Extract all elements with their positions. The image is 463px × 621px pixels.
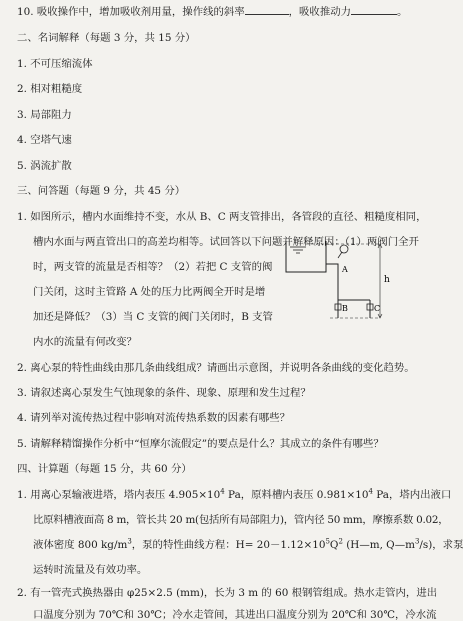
- text: Pa，塔内出液口: [372, 489, 452, 501]
- question-number: 10.: [17, 6, 34, 18]
- question-line: 4. 请列举对流传热过程中影响对流传热系数的因素有哪些？: [17, 412, 290, 424]
- question-10: [17, 3, 407, 18]
- pressure-gauge-icon: [340, 245, 348, 253]
- label-c: C: [374, 304, 381, 313]
- tank: [286, 241, 326, 272]
- question-line: 5. 请解释精馏操作分析中“恒摩尔流假定”的要点是什么？其成立的条件有哪些？: [17, 438, 384, 450]
- exponent: 4: [220, 487, 225, 496]
- question-line: [33, 536, 463, 551]
- question-line: 口温度分别为 70℃和 30℃；冷水走管间，其进出口温度分别为 20℃和 30℃，冷水流: [33, 609, 437, 621]
- term-item: 3. 局部阻力: [17, 109, 72, 121]
- exponent: 3: [414, 537, 420, 546]
- term-item: 2. 相对粗糙度: [17, 83, 83, 95]
- exponent: 4: [368, 487, 373, 496]
- answer-blank: [245, 5, 289, 15]
- main-pipe: [326, 264, 338, 300]
- text: /s)，求泵: [419, 539, 463, 551]
- label-b: B: [342, 304, 348, 313]
- text: Pa，原料槽内表压 0.981×10: [224, 489, 369, 501]
- question-text: ，吸收推动力: [288, 6, 351, 18]
- label-a: A: [342, 265, 348, 274]
- question-line: 门关闭，这时主管路 A 处的压力比两阀全开时是增: [33, 286, 266, 298]
- question-line: 2. 有一管壳式换热器由 φ25×2.5 (mm)，长为 3 m 的 60 根钢管组成。热水走管内，进出: [17, 587, 438, 599]
- term-item: 5. 涡流扩散: [17, 160, 72, 172]
- question-line: 比原料槽液面高 8 m，管长共 20 m(包括所有局部阻力)，管内径 50 mm，摩擦系数 0.02，: [33, 514, 449, 526]
- question-line: 3. 请叙述离心泵发生气蚀现象的条件、现象、原理和发生过程？: [17, 387, 311, 399]
- text: ，泵的特性曲线方程：H= 20－1.12×10: [131, 539, 326, 551]
- section-title: 二、名词解释（每题 3 分，共 15 分）: [17, 32, 196, 44]
- answer-blank: [351, 5, 397, 15]
- term-item: 4. 空塔气速: [17, 134, 72, 146]
- text: (H—m, Q—m: [342, 539, 415, 551]
- exponent: 2: [338, 537, 343, 546]
- question-text: 。: [397, 6, 408, 18]
- text: 1. 用离心泵输液进塔，塔内表压 4.905×10: [17, 489, 221, 501]
- term-item: 1. 不可压缩流体: [17, 58, 93, 70]
- tank-pipe-diagram: [280, 238, 395, 338]
- section-title: 四、计算题（每题 15 分，共 60 分）: [17, 463, 192, 475]
- exponent: 3: [127, 537, 132, 546]
- section-title: 三、问答题（每题 9 分，共 45 分）: [17, 185, 186, 197]
- question-line: 加还是降低？（3）当 C 支管的阀门关闭时，B 支管: [33, 311, 273, 323]
- question-line: 1. 如图所示，槽内水面维持不变，水从 B、C 两支管排出，各管段的直径、粗糙度相同，: [17, 211, 427, 223]
- question-line: [17, 486, 451, 501]
- question-text: 吸收操作中，增加吸收剂用量，操作线的斜率: [36, 6, 245, 18]
- question-line: 2. 离心泵的特性曲线由那几条曲线组成？请画出示意图，并说明各条曲线的变化趋势。: [17, 362, 415, 374]
- question-line: 内水的流量有何改变？: [33, 336, 137, 348]
- text: 液体密度 800 kg/m: [33, 539, 128, 551]
- text: Q: [329, 539, 339, 551]
- question-line: 槽内水面与两直管出口的高差均相等。试回答以下问题并解释原因：（1）两阀门全开: [33, 236, 419, 248]
- question-line: 运转时流量及有效功率。: [33, 564, 148, 576]
- question-line: 时，两支管的流量是否相等？（2）若把 C 支管的阀: [33, 261, 273, 273]
- label-h: h: [384, 275, 390, 285]
- exponent: 5: [325, 537, 330, 546]
